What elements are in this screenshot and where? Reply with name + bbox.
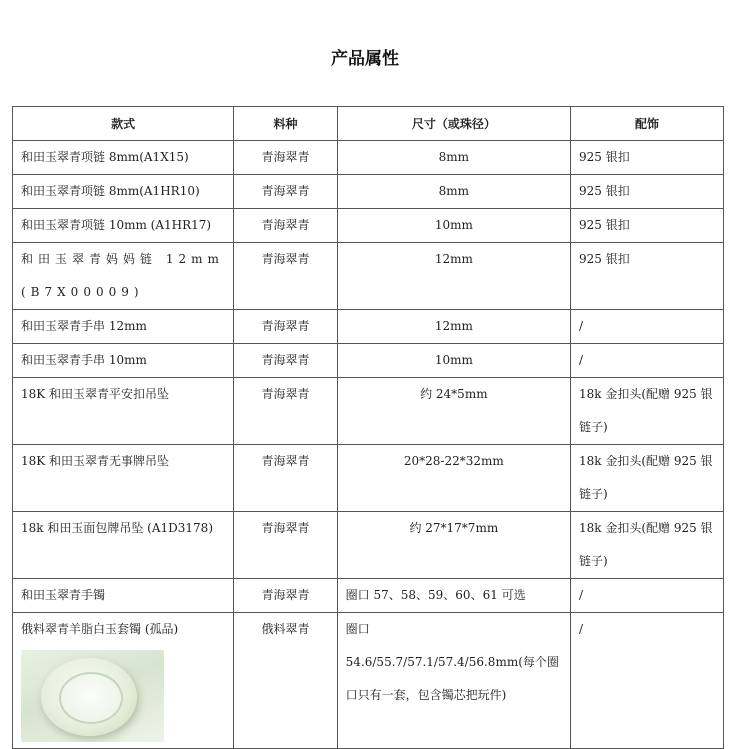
- cell-style: 和田玉翠青项链 8mm(A1X15): [13, 141, 234, 175]
- cell-accessory: 925 银扣: [571, 243, 724, 310]
- page-title: 产品属性: [331, 49, 399, 69]
- product-attributes-table: [12, 106, 724, 749]
- bangle-ring-shape: [41, 658, 137, 736]
- cell-accessory: /: [571, 310, 724, 344]
- cell-material: 青海翠青: [234, 344, 337, 378]
- cell-style-with-image: [13, 613, 234, 749]
- header-style: 款式: [13, 107, 234, 141]
- cell-style: 18K 和田玉翠青平安扣吊坠: [13, 378, 234, 445]
- cell-accessory: 18k 金扣头(配赠 925 银链子): [571, 378, 724, 445]
- cell-size: 8mm: [337, 141, 570, 175]
- cell-material: 青海翠青: [234, 209, 337, 243]
- cell-size: 10mm: [337, 209, 570, 243]
- cell-accessory: /: [571, 613, 724, 749]
- cell-style: 和田玉翠青项链 8mm(A1HR10): [13, 175, 234, 209]
- cell-accessory: 18k 金扣头(配赠 925 银链子): [571, 445, 724, 512]
- table-row: [13, 378, 724, 445]
- cell-material: 青海翠青: [234, 579, 337, 613]
- table-row: [13, 613, 724, 749]
- cell-material: 俄料翠青: [234, 613, 337, 749]
- table-row: [13, 141, 724, 175]
- table-row: [13, 310, 724, 344]
- cell-material: 青海翠青: [234, 310, 337, 344]
- cell-size: 圈口 54.6/55.7/57.1/57.4/56.8mm(每个圈口只有一套，包含镯芯把玩件): [337, 613, 570, 749]
- cell-style: 俄料翠青羊脂白玉套镯 (孤品): [21, 622, 179, 636]
- header-size: 尺寸（或珠径）: [337, 107, 570, 141]
- jade-bangle-photo: [21, 650, 164, 742]
- header-accessory: 配饰: [571, 107, 724, 141]
- table-row: [13, 344, 724, 378]
- cell-style: 和田玉翠青手串 10mm: [13, 344, 234, 378]
- cell-material: 青海翠青: [234, 175, 337, 209]
- cell-size: 12mm: [337, 243, 570, 310]
- cell-accessory: 925 银扣: [571, 141, 724, 175]
- cell-material: 青海翠青: [234, 378, 337, 445]
- cell-accessory: 925 银扣: [571, 175, 724, 209]
- table-row: [13, 579, 724, 613]
- cell-style: 18k 和田玉面包牌吊坠 (A1D3178): [13, 512, 234, 579]
- cell-size: 20*28-22*32mm: [337, 445, 570, 512]
- table-row: [13, 512, 724, 579]
- table-row: [13, 209, 724, 243]
- cell-accessory: 925 银扣: [571, 209, 724, 243]
- header-material: 料种: [234, 107, 337, 141]
- cell-material: 青海翠青: [234, 445, 337, 512]
- cell-size: 约 27*17*7mm: [337, 512, 570, 579]
- cell-material: 青海翠青: [234, 141, 337, 175]
- cell-size: 12mm: [337, 310, 570, 344]
- cell-accessory: 18k 金扣头(配赠 925 银链子): [571, 512, 724, 579]
- cell-size: 10mm: [337, 344, 570, 378]
- cell-material: 青海翠青: [234, 512, 337, 579]
- cell-material: 青海翠青: [234, 243, 337, 310]
- cell-accessory: /: [571, 344, 724, 378]
- cell-style: 和田玉翠青手镯: [13, 579, 234, 613]
- cell-size: 圈口 57、58、59、60、61 可选: [337, 579, 570, 613]
- table-row: [13, 445, 724, 512]
- cell-style: 和田玉翠青手串 12mm: [13, 310, 234, 344]
- cell-style: 和田玉翠青项链 10mm (A1HR17): [13, 209, 234, 243]
- table-row: [13, 175, 724, 209]
- table-row: [13, 243, 724, 310]
- table-header-row: [13, 107, 724, 141]
- cell-accessory: /: [571, 579, 724, 613]
- cell-style: 18K 和田玉翠青无事牌吊坠: [13, 445, 234, 512]
- cell-style: 和田玉翠青妈妈链 12mm (B7X00009): [13, 243, 234, 310]
- cell-size: 8mm: [337, 175, 570, 209]
- cell-size: 约 24*5mm: [337, 378, 570, 445]
